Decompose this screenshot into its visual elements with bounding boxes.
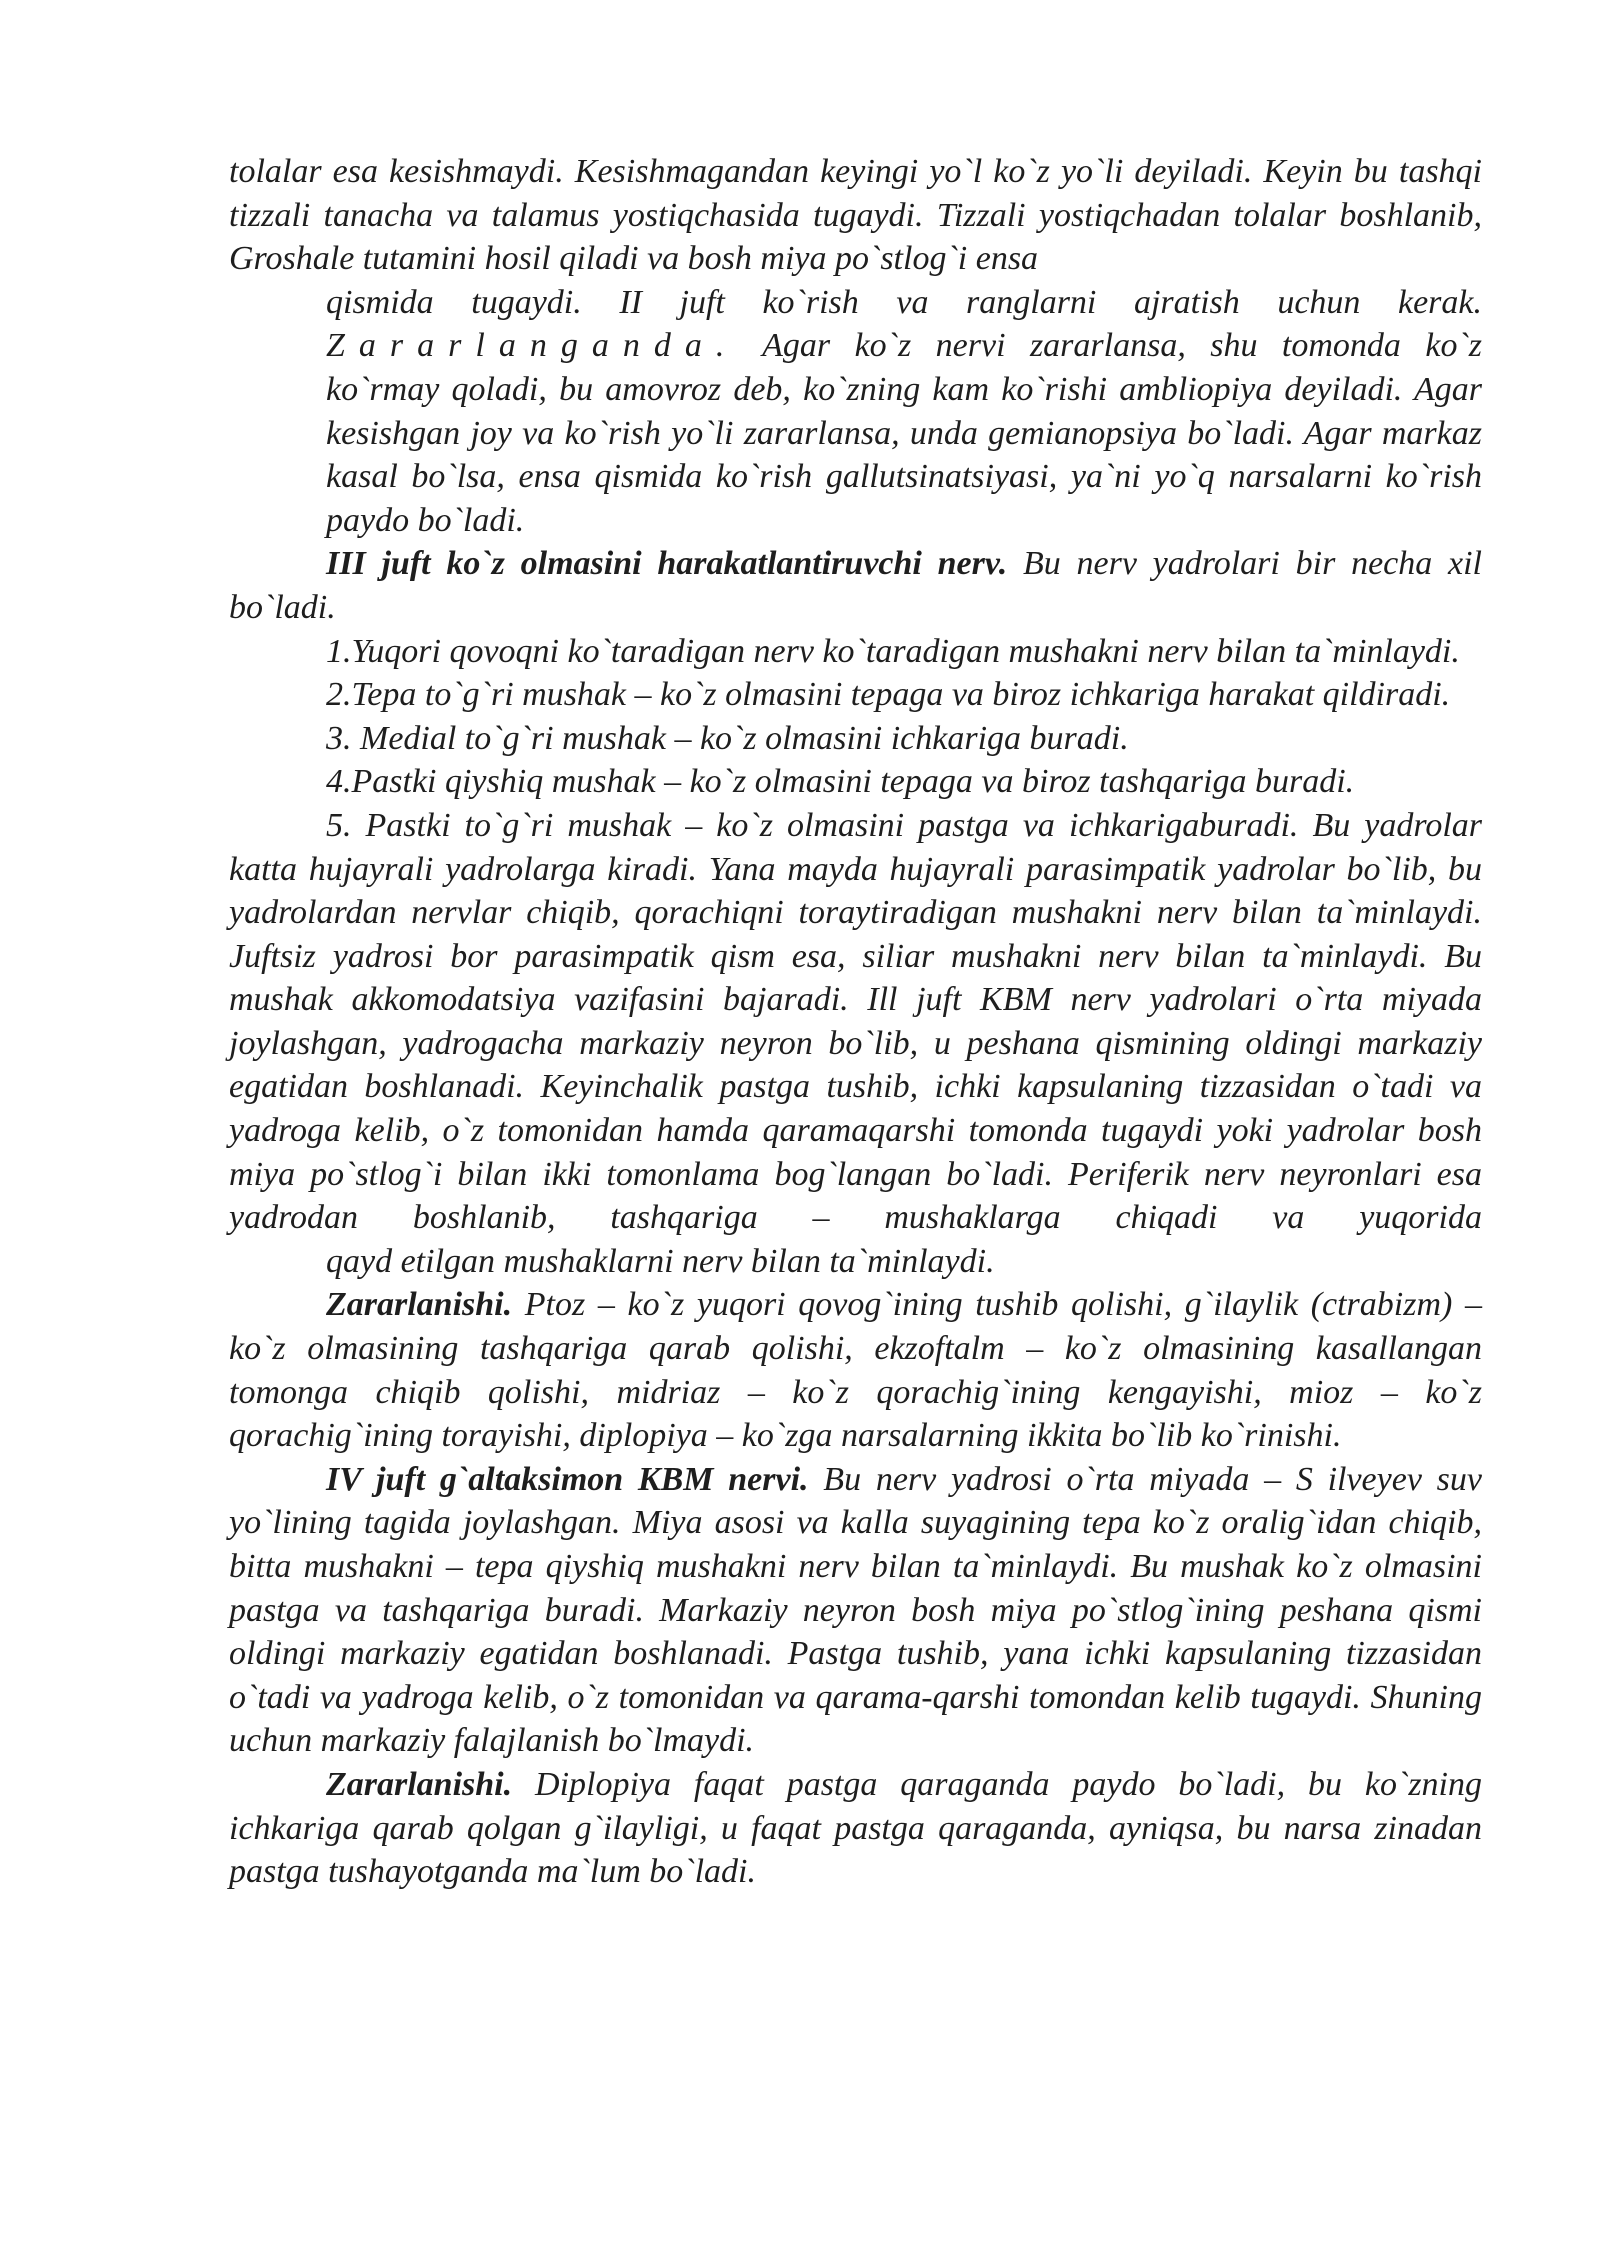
paragraph: qayd etilgan mushaklarni nerv bilan ta`minlaydi. xyxy=(326,1242,995,1280)
paragraph: tolalar esa kesishmaydi. Kesishmagandan keyingi yo`l ko`z yo`li deyiladi. Keyin bu tashqi tizzali tanacha va talamus yostiqchasida tugaydi. Tizzali yostiqchadan tolalar boshlanib, Groshale tutamini hosil qiladi va bosh miya po`stlog`i ensa xyxy=(229,153,1482,278)
spaced-emphasis: Zararlanganda. xyxy=(326,327,739,365)
paragraph xyxy=(229,542,1482,629)
paragraph-text: Bu nerv yadrosi o`rta miyada – S ilveyev suv yo`lining tagida joylashgan. Miya asosi va kalla suyagining tepa ko`z oralig`idan chiqib, bitta mushakni – tepa qiyshiq mushakni nerv bilan ta`minlaydi. Bu mushak ko`z olmasini pastga va tashqariga buradi. Markaziy neyron bosh miya po`stlog`ining peshana qismi oldingi markaziy egatidan boshlanadi. Pastga tushib, yana ichki kapsulaning tizzasidan o`tadi va yadroga kelib, o`z tomonidan va qarama-qarshi tomondan kelib tugaydi. Shuning uchun markaziy falajlanish bo`lmaydi. xyxy=(229,1460,1482,1760)
section-heading: Zararlanishi. xyxy=(326,1765,513,1803)
paragraph xyxy=(229,1763,1482,1894)
paragraph-text: Diplopiya faqat pastga qaraganda paydo bo`ladi, bu ko`zning ichkariga qarab qolgan g`ilayligi, u faqat pastga qaraganda, ayniqsa, bu narsa zinadan pastga tushayotganda ma`lum bo`ladi. xyxy=(229,1765,1482,1891)
paragraph xyxy=(229,281,1482,543)
section-heading: III juft ko`z olmasini harakatlantiruvchi nerv. xyxy=(326,545,1008,583)
paragraph xyxy=(229,1458,1482,1763)
list-item: 1.Yuqori qovoqni ko`taradigan nerv ko`taradigan mushakni nerv bilan ta`minlaydi. xyxy=(326,632,1460,670)
list-item: 3. Medial to`g`ri mushak – ko`z olmasini ichkariga buradi. xyxy=(326,719,1129,757)
section-heading: Zararlanishi. xyxy=(326,1286,513,1324)
paragraph-text: qismida tugaydi. II juft ko`rish va ranglarni ajratish uchun kerak. xyxy=(326,283,1482,321)
list-item: 5. Pastki to`g`ri mushak – ko`z olmasini pastga va ichkarigaburadi. Bu yadrolar katta hujayrali yadrolarga kiradi. Yana mayda hujayrali parasimpatik yadrolar bo`lib, bu yadrolardan nervlar chiqib, qorachiqni toraytiradigan mushakni nerv bilan ta`minlaydi. Juftsiz yadrosi bor parasimpatik qism esa, siliar mushakni nerv bilan ta`minlaydi. Bu mushak akkomodatsiya vazifasini bajaradi. Ill juft KBM nerv yadrolari o`rta miyada joylashgan, yadrogacha markaziy neyron bo`lib, u peshana qismining oldingi markaziy egatidan boshlanadi. Keyinchalik pastga tushib, ichki kapsulaning tizzasidan o`tadi va yadroga kelib, o`z tomonidan hamda qaramaqarshi tomonda tugaydi yoki yadrolar bosh miya po`stlog`i bilan ikki tomonlama bog`langan bo`ladi. Periferik nerv neyronlari esa yadrodan boshlanib, tashqariga – mushaklarga chiqadi va yuqorida xyxy=(229,806,1482,1237)
paragraph-text: Bu nerv yadrolari bir necha xil bo`ladi. xyxy=(229,545,1482,626)
paragraph-text: Agar ko`z nervi zararlansa, shu tomonda ko`z ko`rmay qoladi, bu amovroz deb, ko`zning kam ko`rishi ambliopiya deyiladi. Agar kesishgan joy va ko`rish yo`li zararlansa, unda gemianopsiya bo`ladi. Agar markaz kasal bo`lsa, ensa qismida ko`rish gallutsinatsiyasi, ya`ni yo`q narsalarni ko`rish paydo bo`ladi. xyxy=(326,327,1482,539)
list-item: 2.Tepa to`g`ri mushak – ko`z olmasini tepaga va biroz ichkariga harakat qildiradi. xyxy=(326,676,1451,714)
paragraph-text: Ptoz – ko`z yuqori qovog`ining tushib qolishi, g`ilaylik (ctrabizm) – ko`z olmasining tashqariga qarab qolishi, ekzoftalm – ko`z olmasining kasallangan tomonga chiqib qolishi, midriaz – ko`z qorachig`ining kengayishi, mioz – ko`z qorachig`ining torayishi, diplopiya – ko`zga narsalarning ikkita bo`lib ko`rinishi. xyxy=(229,1286,1482,1455)
section-heading: IV juft g`altaksimon KBM nervi. xyxy=(326,1460,809,1498)
document-page xyxy=(229,150,1482,1894)
list-item: 4.Pastki qiyshiq mushak – ko`z olmasini tepaga va biroz tashqariga buradi. xyxy=(326,763,1355,801)
paragraph xyxy=(229,1283,1482,1457)
